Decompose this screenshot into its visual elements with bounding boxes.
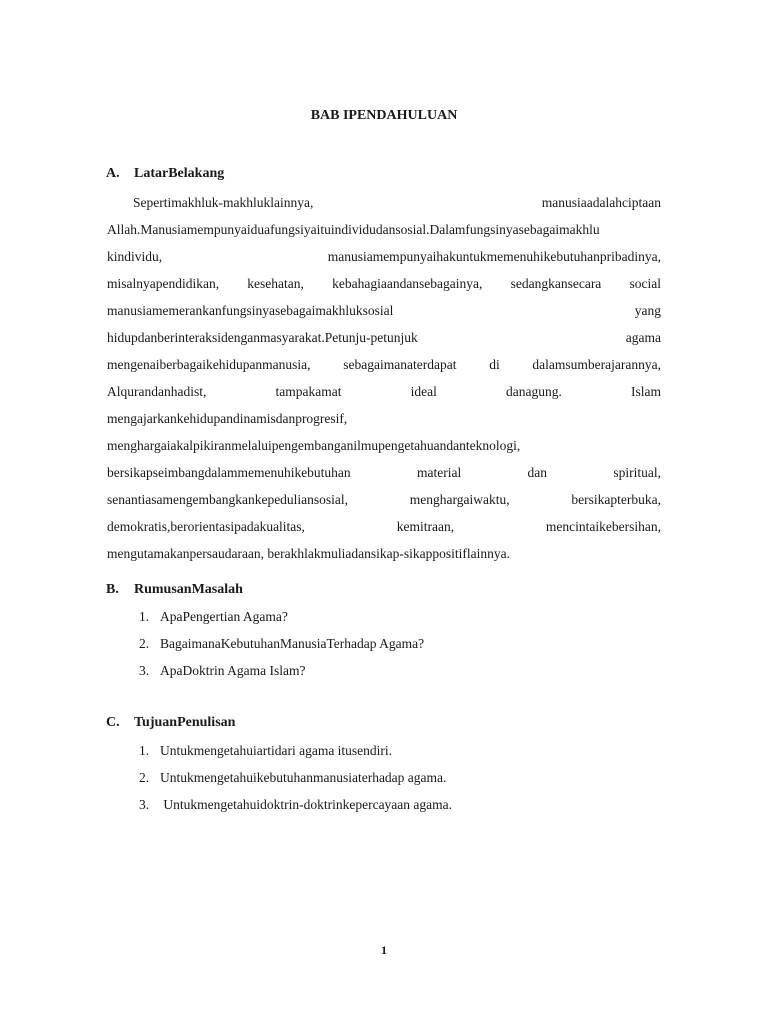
paragraph-line: mengutamakanpersaudaraan, berakhlakmuliadansikap-sikappositiflainnya. [107, 546, 510, 561]
list-text: Untukmengetahuiartidari agama itusendiri. [160, 743, 393, 758]
list-number: 1. [139, 609, 150, 624]
section-a-heading [106, 166, 224, 182]
section-c-list [139, 737, 452, 818]
paragraph-line: menghargaiakalpikiranmelaluipengembanganilmupengetahuandanteknologi, [107, 438, 521, 453]
paragraph-line: demokratis,berorientasipadakualitas, kemitraan, mencintaikebersihan, [107, 519, 661, 534]
section-b-list [139, 603, 424, 684]
list-item [139, 764, 452, 791]
paragraph-line: Allah.Manusiamempunyaiduafungsiyaituindividudansosial.Dalamfungsinyasebagaimakhlu [107, 222, 600, 237]
chapter-title: BAB IPENDAHULUAN [310, 108, 458, 123]
list-text: ApaDoktrin Agama Islam? [160, 663, 306, 678]
section-c-letter: C. [106, 715, 120, 730]
paragraph-line: senantiasamengembangkankepeduliansosial, menghargaiwaktu, bersikapterbuka, [107, 492, 661, 507]
section-c-title: TujuanPenulisan [134, 715, 236, 730]
list-item [139, 630, 424, 657]
list-text: Untukmengetahuidoktrin-doktrinkepercayaan agama. [160, 797, 453, 812]
page-number: 1 [381, 943, 387, 957]
section-a-title: LatarBelakang [134, 166, 225, 181]
list-number: 3. [139, 663, 150, 678]
list-text: ApaPengertian Agama? [160, 609, 288, 624]
section-b-heading [106, 582, 243, 598]
section-a-paragraph [107, 189, 661, 567]
paragraph-line: mengenaiberbagaikehidupanmanusia, sebagaimanaterdapat di dalamsumberajarannya, [107, 357, 661, 372]
paragraph-line: Sepertimakhluk-makhluklainnya, manusiaadalahciptaan [133, 195, 661, 210]
list-number: 2. [139, 636, 150, 651]
paragraph-line: misalnyapendidikan, kesehatan, kebahagiaandansebagainya, sedangkansecara social [107, 276, 661, 291]
list-number: 3. [139, 797, 150, 812]
list-item [139, 603, 424, 630]
list-number: 2. [139, 770, 150, 785]
section-b-letter: B. [106, 582, 119, 597]
list-text: BagaimanaKebutuhanManusiaTerhadap Agama? [160, 636, 425, 651]
paragraph-line: kindividu, manusiamempunyaihakuntukmemenuhikebutuhanpribadinya, [107, 249, 661, 264]
list-number: 1. [139, 743, 150, 758]
paragraph-line: mengajarkankehidupandinamisdanprogresif, [107, 411, 348, 426]
paragraph-line: bersikapseimbangdalammemenuhikebutuhan material dan spiritual, [107, 465, 661, 480]
list-item [139, 737, 452, 764]
paragraph-line: Alqurandanhadist, tampakamat ideal danagung. Islam [107, 384, 661, 399]
paragraph-line: hidupdanberinteraksidenganmasyarakat.Petunju-petunjuk agama [107, 330, 661, 345]
section-a-letter: A. [106, 166, 120, 181]
section-b-title: RumusanMasalah [134, 582, 243, 597]
paragraph-line: manusiamemerankanfungsinyasebagaimakhluksosial yang [107, 303, 661, 318]
list-item [139, 791, 452, 818]
section-c-heading [106, 715, 235, 731]
list-item [139, 657, 424, 684]
list-text: Untukmengetahuikebutuhanmanusiaterhadap agama. [160, 770, 447, 785]
